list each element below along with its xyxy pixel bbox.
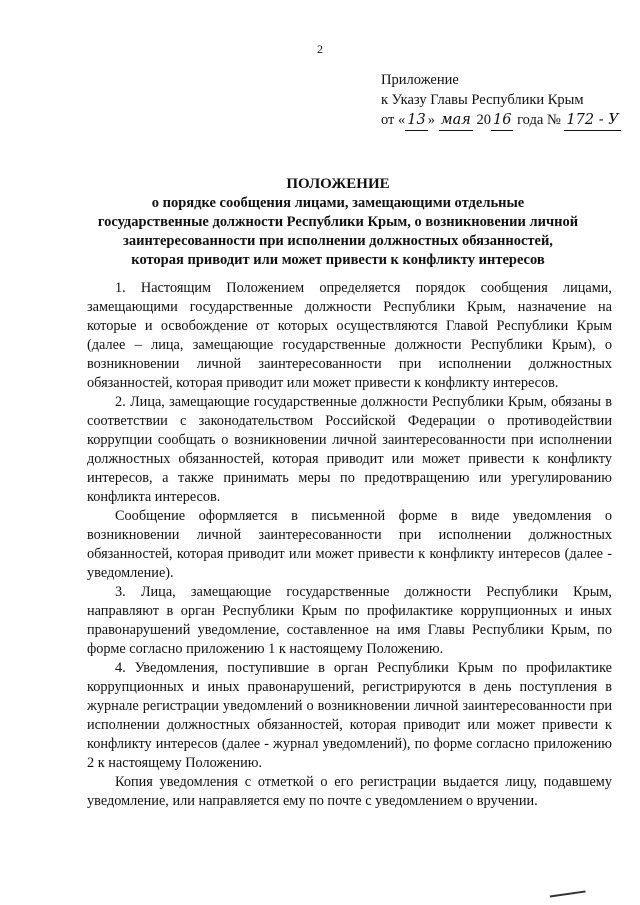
annex-reference: к Указу Главы Республики Крым	[381, 92, 584, 108]
paragraph-2: 2. Лица, замещающие государственные должности Республики Крым, обязаны в соответствии с законодательством Российской Федерации о противодействии коррупции сообщать о возникновении личной заинтересованности при исполнении должностных обязанностей, которая приводит или может привести к конфликту интересов, а также принимать меры по предотвращению или урегулированию конфликта интересов.	[87, 394, 612, 505]
year-prefix: 20	[472, 112, 492, 128]
date-month: мая	[439, 110, 473, 131]
annex-date-line	[381, 110, 631, 131]
annex-header	[381, 70, 631, 131]
document-title	[64, 175, 612, 270]
paragraph-3: Сообщение оформляется в письменной форме в виде уведомления о возникновении личной заинтересованности при исполнении должностных обязанностей, которая приводит или может привести к конфликту интересов (далее - уведомление).	[87, 508, 612, 581]
title-subtitle-4: которая приводит или может привести к конфликту интересов	[131, 252, 545, 268]
date-prefix: от «	[381, 112, 406, 128]
paragraph-4: 3. Лица, замещающие государственные должности Республики Крым, направляют в орган Республики Крым по профилактике коррупционных и иных правонарушений уведомление, составленное на имя Главы Республики Крым, по форме согласно приложению 1 к настоящему Положению.	[87, 584, 612, 657]
date-day: 13	[405, 110, 427, 131]
year-text: года №	[513, 112, 565, 128]
annex-title: Приложение	[381, 72, 459, 88]
paragraph-1: 1. Настоящим Положением определяется порядок сообщения лицами, замещающими государственные должности Республики Крым, назначение на которые и освобождение от которых осуществляются Главой Республики Крым (далее – лица, замещающие государственные должности Республики Крым), о возникновении личной заинтересованности при исполнении должностных обязанностей, которая приводит или может привести к конфликту интересов.	[87, 280, 612, 391]
title-subtitle-3: заинтересованности при исполнении должностных обязанностей,	[123, 233, 553, 249]
page-number: 2	[317, 42, 323, 56]
document-body	[87, 279, 612, 811]
decree-number: 172 - У	[564, 110, 620, 131]
paragraph-5: 4. Уведомления, поступившие в орган Республики Крым по профилактике коррупционных и иных правонарушений, регистрируются в день поступления в журнале регистрации уведомлений о возникновении личной заинтересованности при исполнении должностных обязанностей, которая приводит или может привести к конфликту интересов (далее - журнал уведомлений), по форме согласно приложению 2 к настоящему Положению.	[87, 660, 612, 771]
paragraph-6: Копия уведомления с отметкой о его регистрации выдается лицу, подавшему уведомление, или направляется ему по почте с уведомлением о вручении.	[87, 774, 612, 809]
title-main: ПОЛОЖЕНИЕ	[286, 176, 390, 192]
title-subtitle-2: государственные должности Республики Крым, о возникновении личной	[97, 214, 579, 230]
title-subtitle-1: о порядке сообщения лицами, замещающими отдельные	[151, 195, 525, 211]
date-mid: »	[427, 112, 439, 128]
date-year: 16	[491, 110, 513, 131]
handwritten-mark	[548, 881, 585, 898]
